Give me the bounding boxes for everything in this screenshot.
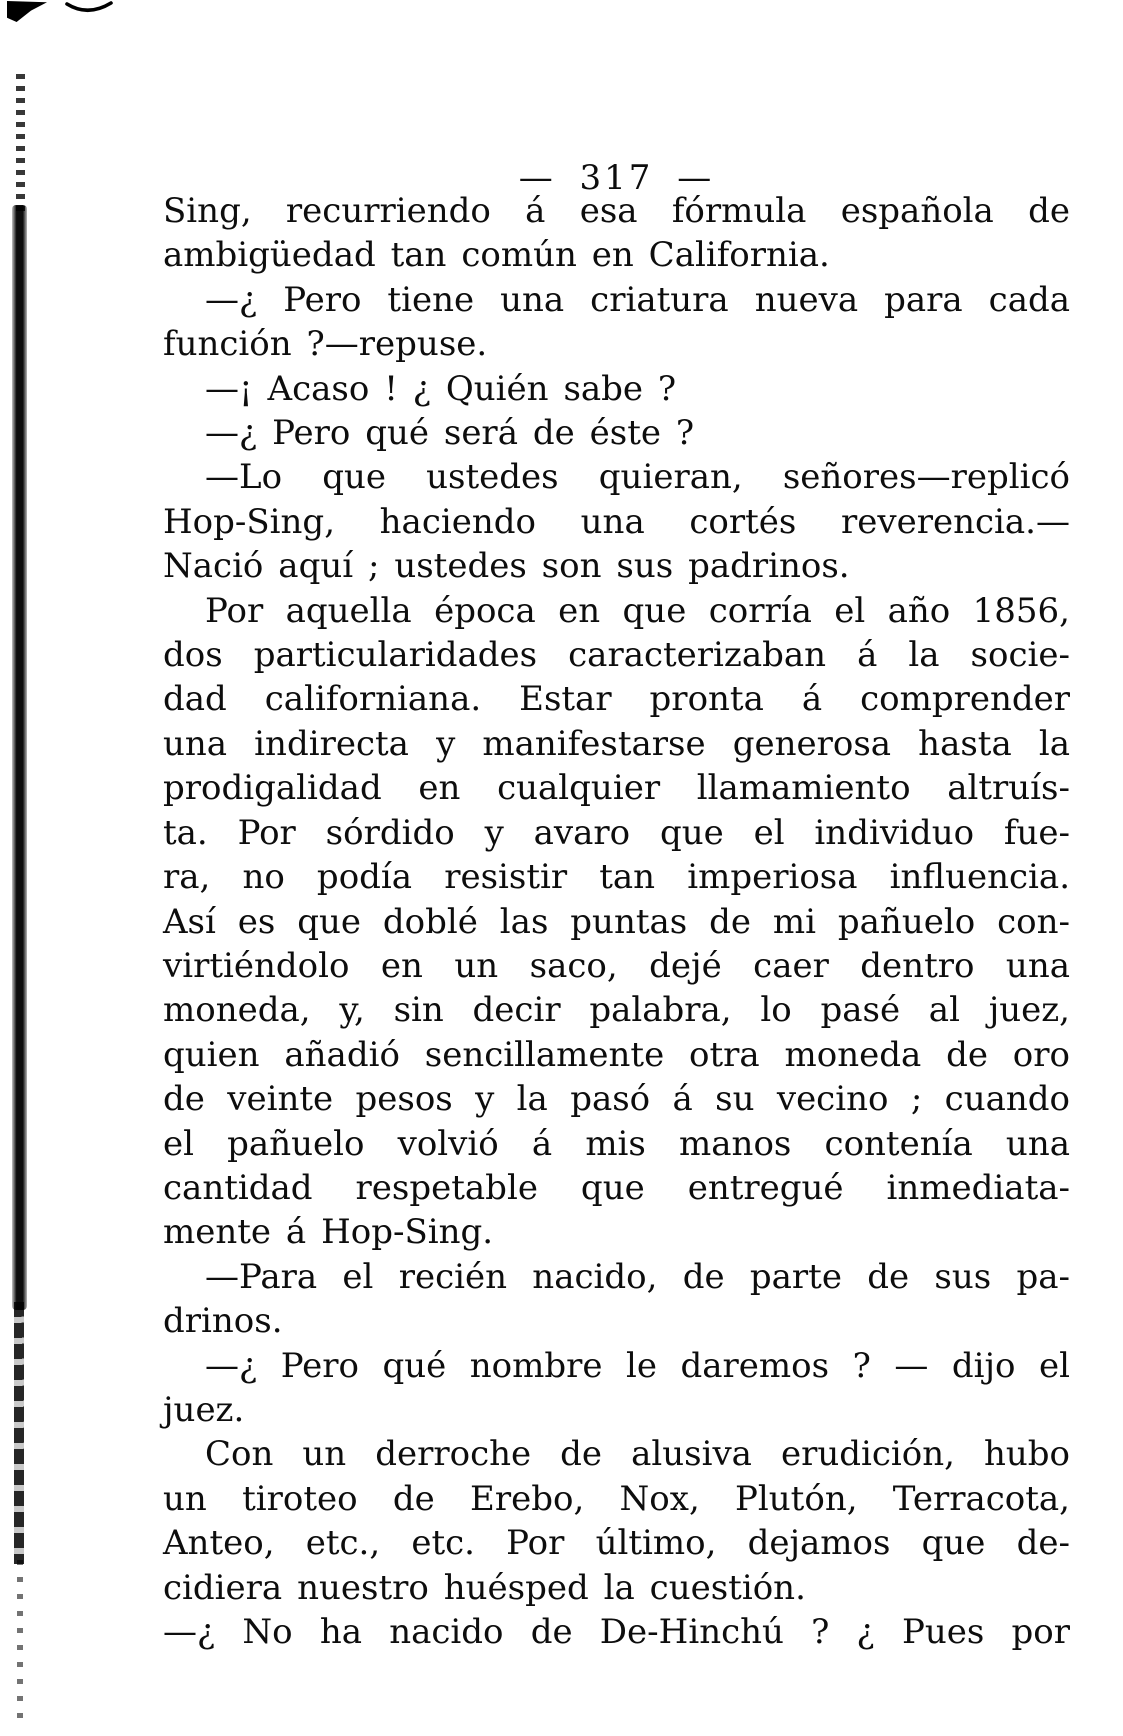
text-line: Nació aquí ; ustedes son sus padrinos.: [163, 546, 850, 587]
text-line: mente á Hop-Sing.: [163, 1212, 494, 1253]
text-line: juez.: [163, 1389, 245, 1430]
text-line: quien añadió sencillamente otra moneda de oro: [163, 1034, 1070, 1075]
text-line: virtiéndolo en un saco, dejé caer dentro una: [163, 945, 1070, 986]
text-line: —¿ Pero qué nombre le daremos ? — dijo el: [205, 1345, 1070, 1386]
binding-shadow-middle: [12, 205, 27, 1310]
text-line: prodigalidad en cualquier llamamiento altruís-: [163, 768, 1070, 809]
text-line: —¡ Acaso ! ¿ Quién sabe ?: [205, 368, 677, 409]
pen-stroke-artifact: [64, 0, 114, 17]
binding-shadow-lower: [14, 1302, 24, 1564]
text-line: una indirecta y manifestarse generosa hasta la: [163, 723, 1070, 764]
text-line: función ?—repuse.: [163, 324, 488, 365]
text-line: —¿ Pero qué será de éste ?: [205, 413, 695, 454]
text-line: —¿ Pero tiene una criatura nueva para cada: [205, 279, 1070, 320]
text-line: Con un derroche de alusiva erudición, hubo: [205, 1434, 1070, 1475]
binding-shadow-tail: [17, 1560, 23, 1728]
page-body-text: [163, 189, 1070, 1654]
text-line: Por aquella época en que corría el año 1856,: [205, 590, 1070, 631]
text-line: —Lo que ustedes quieran, señores—replicó: [205, 457, 1070, 498]
text-line: ta. Por sórdido y avaro que el individuo fue-: [163, 812, 1070, 853]
text-line: Hop-Sing, haciendo una cortés reverencia.—: [163, 501, 1070, 542]
text-line: dad californiana. Estar pronta á comprender: [163, 679, 1070, 720]
text-line: moneda, y, sin decir palabra, lo pasé al juez,: [163, 990, 1070, 1031]
text-line: Anteo, etc., etc. Por último, dejamos que de-: [163, 1523, 1070, 1564]
text-line: ra, no podía resistir tan imperiosa influencia.: [163, 857, 1070, 898]
text-line: —¿ No ha nacido de De-Hinchú ? ¿ Pues por: [163, 1612, 1070, 1652]
text-line: cantidad respetable que entregué inmediata-: [163, 1167, 1070, 1208]
ink-wedge-artifact: [7, 1, 47, 22]
text-line: ambigüedad tan común en California.: [163, 235, 830, 276]
text-line: dos particularidades caracterizaban á la socie-: [163, 635, 1070, 676]
text-line: cidiera nuestro huésped la cuestión.: [163, 1567, 806, 1608]
binding-shadow-top: [16, 74, 25, 212]
text-line: Así es que doblé las puntas de mi pañuelo con-: [163, 901, 1070, 942]
page-number: — 317 —: [518, 158, 715, 198]
text-line: un tiroteo de Erebo, Nox, Plutón, Terracota,: [163, 1478, 1070, 1519]
text-line: el pañuelo volvió á mis manos contenía una: [163, 1123, 1070, 1164]
text-line: Sing, recurriendo á esa fórmula española de: [163, 191, 1070, 231]
text-line: de veinte pesos y la pasó á su vecino ; cuando: [163, 1079, 1070, 1120]
text-line: drinos.: [163, 1301, 283, 1342]
text-line: —Para el recién nacido, de parte de sus pa-: [205, 1256, 1070, 1297]
